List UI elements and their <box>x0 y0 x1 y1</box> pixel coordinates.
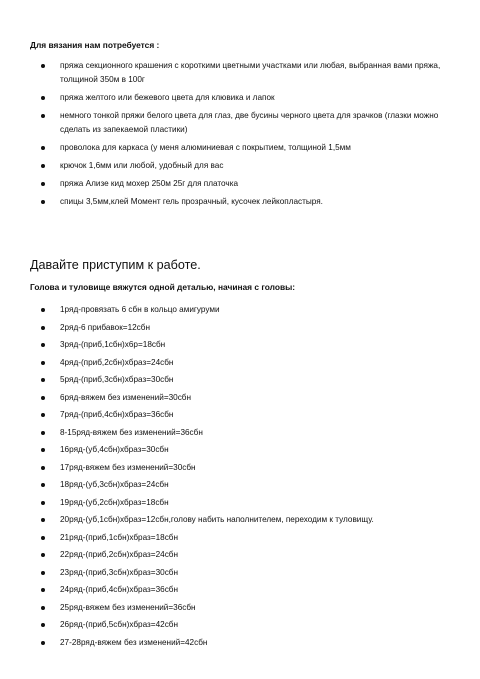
list-item-text: 17ряд-вяжем без изменений=30сбн <box>60 462 196 472</box>
list-item <box>0 584 480 602</box>
bullet-icon <box>41 553 45 557</box>
bullet-icon <box>41 431 45 435</box>
list-item-text: немного тонкой пряжи белого цвета для глаз, две бусины черного цвета для зрачков (глазки можно сделать из запекаемой пластики) <box>60 111 439 134</box>
list-item <box>0 462 480 480</box>
list-item <box>0 392 480 410</box>
rows-list <box>0 304 480 654</box>
bullet-icon <box>41 96 45 100</box>
list-item <box>0 91 480 105</box>
list-item-text: пряжа секционного крашения с короткими цветными участками или любая, выбранная вами пряжа, толщиной 350м в 100г <box>60 61 441 84</box>
list-item-text: пряжа желтого или бежевого цвета для клювика и лапок <box>60 93 275 102</box>
list-item <box>0 427 480 445</box>
list-item <box>0 409 480 427</box>
bullet-icon <box>41 606 45 610</box>
list-item-text: 4ряд-(приб,2сбн)хбраз=24сбн <box>60 357 174 367</box>
list-item <box>0 567 480 585</box>
bullet-icon <box>41 200 45 204</box>
list-item-text: крючок 1,6мм или любой, удобный для вас <box>60 161 224 170</box>
list-item <box>0 374 480 392</box>
list-item-text: 22ряд-(приб,2сбн)хбраз=24сбн <box>60 550 178 559</box>
list-item <box>0 479 480 497</box>
bullet-icon <box>41 483 45 487</box>
list-item <box>0 602 480 620</box>
bullet-icon <box>41 518 45 522</box>
list-item <box>0 59 480 87</box>
bullet-icon <box>41 571 45 575</box>
list-item-text: пряжа Ализе кид мохер 250м 25г для платочка <box>60 179 239 188</box>
bullet-icon <box>41 448 45 452</box>
list-item <box>0 339 480 357</box>
list-item <box>0 514 480 532</box>
list-item-text: 1ряд-провязать 6 сбн в кольцо амигуруми <box>60 305 220 314</box>
list-item <box>0 444 480 462</box>
list-item <box>0 619 480 637</box>
list-item <box>0 159 480 173</box>
list-item-text: 2ряд-6 прибавок=12сбн <box>60 322 150 332</box>
list-item-text: 19ряд-(уб,2сбн)хбраз=18сбн <box>60 497 169 507</box>
list-item <box>0 304 480 322</box>
list-item <box>0 637 480 655</box>
list-item-text: 26ряд-(приб,5сбн)хбраз=42сбн <box>60 620 178 629</box>
list-item-text: 3ряд-(приб,1сбн)х6р=18сбн <box>60 340 166 349</box>
list-item-text: 7ряд-(приб,4сбн)хбраз=36сбн <box>60 410 174 419</box>
bullet-icon <box>41 588 45 592</box>
list-item-text: 6ряд-вяжем без изменений=30сбн <box>60 392 192 402</box>
bullet-icon <box>41 326 45 330</box>
list-item <box>0 357 480 375</box>
list-item <box>0 532 480 550</box>
list-item-text: 23ряд-(приб,3сбн)хбраз=30сбн <box>60 567 178 577</box>
bullet-icon <box>41 64 45 68</box>
list-item-text: 20ряд-(уб,1сбн)хбраз=12сбн,голову набить наполнителем, переходим к туловищу. <box>60 515 374 524</box>
bullet-icon <box>41 623 45 627</box>
bullet-icon <box>41 378 45 382</box>
list-item <box>0 549 480 567</box>
bullet-icon <box>41 413 45 417</box>
list-item-text: 25ряд-вяжем без изменений=36сбн <box>60 602 196 612</box>
bullet-icon <box>41 146 45 150</box>
bullet-icon <box>41 343 45 347</box>
section-title: Давайте приступим к работе. <box>30 258 201 272</box>
list-item-text: 18ряд-(уб,3сбн)хбраз=24сбн <box>60 480 169 489</box>
bullet-icon <box>41 182 45 186</box>
list-item <box>0 322 480 340</box>
bullet-icon <box>41 501 45 505</box>
materials-list <box>0 59 480 213</box>
bullet-icon <box>41 536 45 540</box>
bullet-icon <box>41 641 45 645</box>
bullet-icon <box>41 396 45 400</box>
bullet-icon <box>41 164 45 168</box>
list-item-text: 21ряд-(приб,1сбн)хбраз=18сбн <box>60 532 178 542</box>
list-item-text: спицы 3,5мм,клей Момент гель прозрачный, кусочек лейкопластыря. <box>60 197 323 206</box>
list-item-text: 24ряд-(приб,4сбн)хбраз=36сбн <box>60 585 178 594</box>
materials-heading: Для вязания нам потребуется : <box>30 40 160 50</box>
list-item-text: 16ряд-(уб,4сбн)хбраз=30сбн <box>60 445 169 454</box>
rows-heading: Голова и туловище вяжутся одной деталью, начиная с головы: <box>30 282 296 292</box>
list-item <box>0 109 480 137</box>
bullet-icon <box>41 466 45 470</box>
list-item-text: проволока для каркаса (у меня алюминиевая с покрытием, толщиной 1,5мм <box>60 143 351 152</box>
list-item-text: 27-28ряд-вяжем без изменений=42сбн <box>60 637 208 647</box>
bullet-icon <box>41 361 45 365</box>
list-item <box>0 177 480 191</box>
list-item <box>0 497 480 515</box>
bullet-icon <box>41 308 45 312</box>
bullet-icon <box>41 114 45 118</box>
list-item <box>0 195 480 209</box>
list-item-text: 8-15ряд-вяжем без изменений=36сбн <box>60 427 203 437</box>
list-item-text: 5ряд-(приб,3сбн)хбраз=30сбн <box>60 375 174 384</box>
list-item <box>0 141 480 155</box>
